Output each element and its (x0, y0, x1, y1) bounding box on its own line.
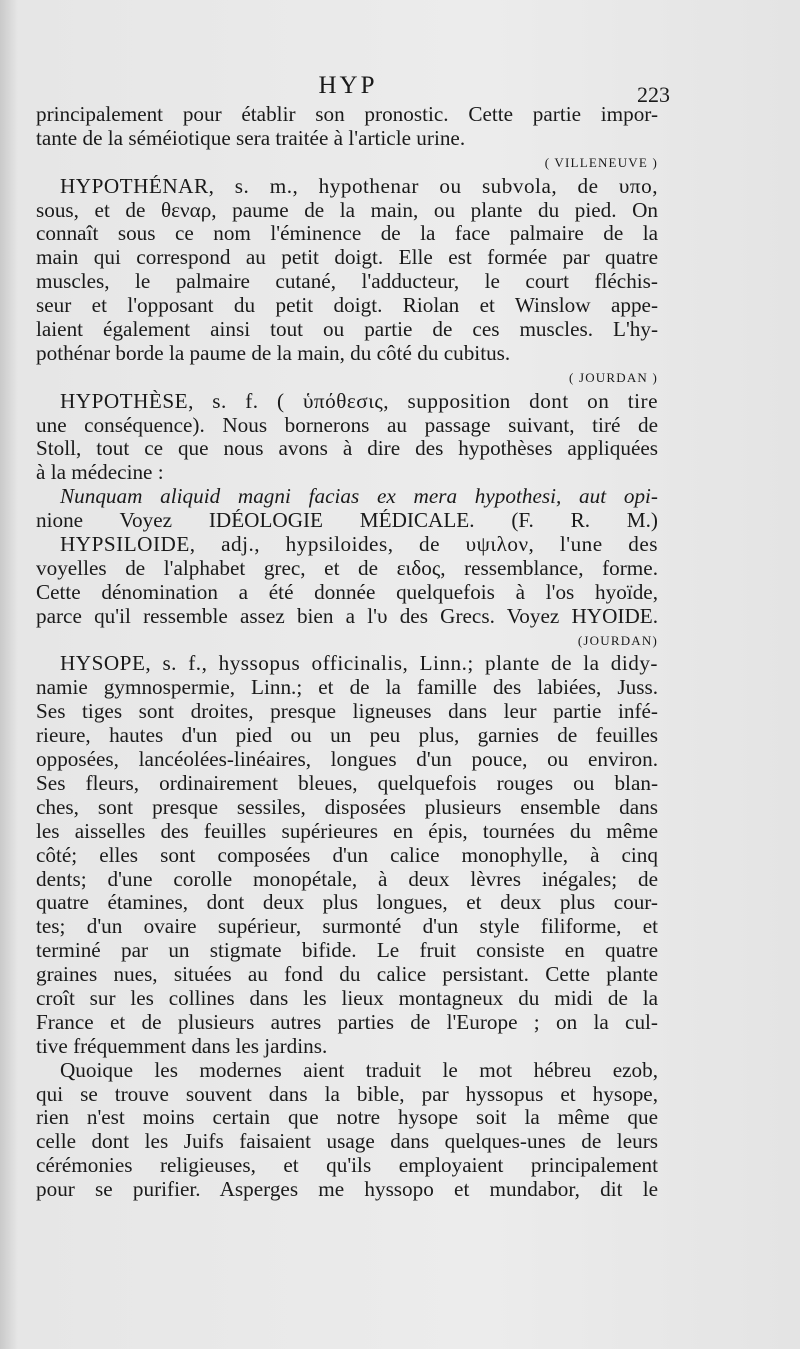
paragraph-start: Quoique les modernes aient traduit le mot hébreu ezob, (60, 1058, 658, 1082)
text-line: parce qu'il ressemble assez bien a l'υ des Grecs. Voyez HYOIDE. (36, 604, 658, 628)
body-text (36, 103, 658, 1202)
text-line: graines nues, situées au fond du calice persistant. Cette plante (36, 963, 658, 987)
page-number: 223 (637, 82, 670, 107)
text-line: cérémonies religieuses, et qu'ils employaient principalement (36, 1154, 658, 1178)
text-line: une conséquence). Nous bornerons au passage suivant, tiré de (36, 413, 658, 437)
text-line: quatre étamines, dont deux plus longues, et deux plus cour- (36, 891, 658, 915)
text-line: tive fréquemment dans les jardins. (36, 1034, 328, 1058)
text-line: Ses fleurs, ordinairement bleues, quelquefois rouges ou blan- (36, 771, 658, 795)
text-line: qui se trouve souvent dans la bible, par hyssopus et hysope, (36, 1082, 658, 1106)
text-line: voyelles de l'alphabet grec, et de ειδος, ressemblance, forme. (36, 556, 658, 580)
text-line: rien n'est moins certain que notre hysope soit la même que (36, 1106, 658, 1130)
running-head: HYP (318, 72, 378, 99)
author-signature: ( JOURDAN ) (568, 369, 658, 385)
author-signature: ( VILLENEUVE ) (544, 154, 658, 170)
text-line: laient également ainsi tout ou partie de ces muscles. L'hy- (36, 318, 658, 342)
text-line: celle dont les Juifs faisaient usage dans quelques-unes de leurs (36, 1130, 658, 1154)
text-line: Cette dénomination a été donnée quelquefois à l'os hyoïde, (36, 580, 658, 604)
text-line: Stoll, tout ce que nous avons à dire des hypothèses appliquées (36, 437, 658, 461)
text-line: ches, sont presque sessiles, disposées plusieurs ensemble dans (36, 795, 658, 819)
text-line: France et de plusieurs autres parties de l'Europe ; on la cul- (36, 1010, 658, 1034)
text-line: terminé par un stigmate bifide. Le fruit consiste en quatre (36, 939, 658, 963)
text-line: tes; d'un ovaire supérieur, surmonté d'un style filiforme, et (36, 915, 658, 939)
text-line: nione Voyez IDÉOLOGIE MÉDICALE. (F. R. M.) (36, 509, 658, 533)
text-line: Ses tiges sont droites, presque ligneuses dans leur partie infé- (36, 700, 658, 724)
text-line: principalement pour établir son pronostic. Cette partie impor- (36, 103, 658, 126)
text-line: croît sur les collines dans les lieux montagneux du midi de la (36, 986, 658, 1010)
text-line: tante de la séméiotique sera traitée à l'article urine. (36, 126, 466, 150)
entry-hysope: HYSOPE, s. f., hyssopus officinalis, Linn.; plante de la didy- (60, 652, 658, 676)
text-line: opposées, lancéolées-linéaires, longues d'un pouce, ou environ. (36, 748, 658, 772)
text-line: sous, et de θεναρ, paume de la main, ou plante du pied. On (36, 198, 658, 222)
text-line: seur et l'opposant du petit doigt. Riolan et Winslow appe- (36, 294, 658, 318)
text-line: côté; elles sont composées d'un calice monophylle, à cinq (36, 843, 658, 867)
entry-hypothenar: HYPOTHÉNAR, s. m., hypothenar ou subvola, de υπο, (60, 174, 658, 198)
latin-quote: Nunquam aliquid magni facias ex mera hypothesi, aut opi- (60, 485, 658, 509)
entry-hypothese: HYPOTHÈSE, s. f. ( ὑπόθεσις, supposition dont on tire (60, 389, 658, 413)
text-line: les aisselles des feuilles supérieures en épis, tournées du même (36, 819, 658, 843)
text-line: rieure, hautes d'un pied ou un peu plus, garnies de feuilles (36, 724, 658, 748)
text-line: muscles, le palmaire cutané, l'adducteur, le court fléchis- (36, 270, 658, 294)
text-line: connaît sous ce nom l'éminence de la face palmaire de la (36, 222, 658, 246)
text-line: namie gymnospermie, Linn.; et de la famille des labiées, Juss. (36, 676, 658, 700)
text-line: main qui correspond au petit doigt. Elle est formée par quatre (36, 246, 658, 270)
page-header (36, 72, 660, 102)
entry-hypsiloide: HYPSILOIDE, adj., hypsiloides, de υψιλον, l'une des (60, 533, 658, 557)
author-signature: (JOURDAN) (577, 632, 658, 648)
text-line: à la médecine : (36, 461, 164, 485)
text-line: pothénar borde la paume de la main, du côté du cubitus. (36, 341, 511, 365)
text-line: pour se purifier. Asperges me hyssopo et mundabor, dit le (36, 1178, 658, 1202)
text-line: dents; d'une corolle monopétale, à deux lèvres inégales; de (36, 867, 658, 891)
